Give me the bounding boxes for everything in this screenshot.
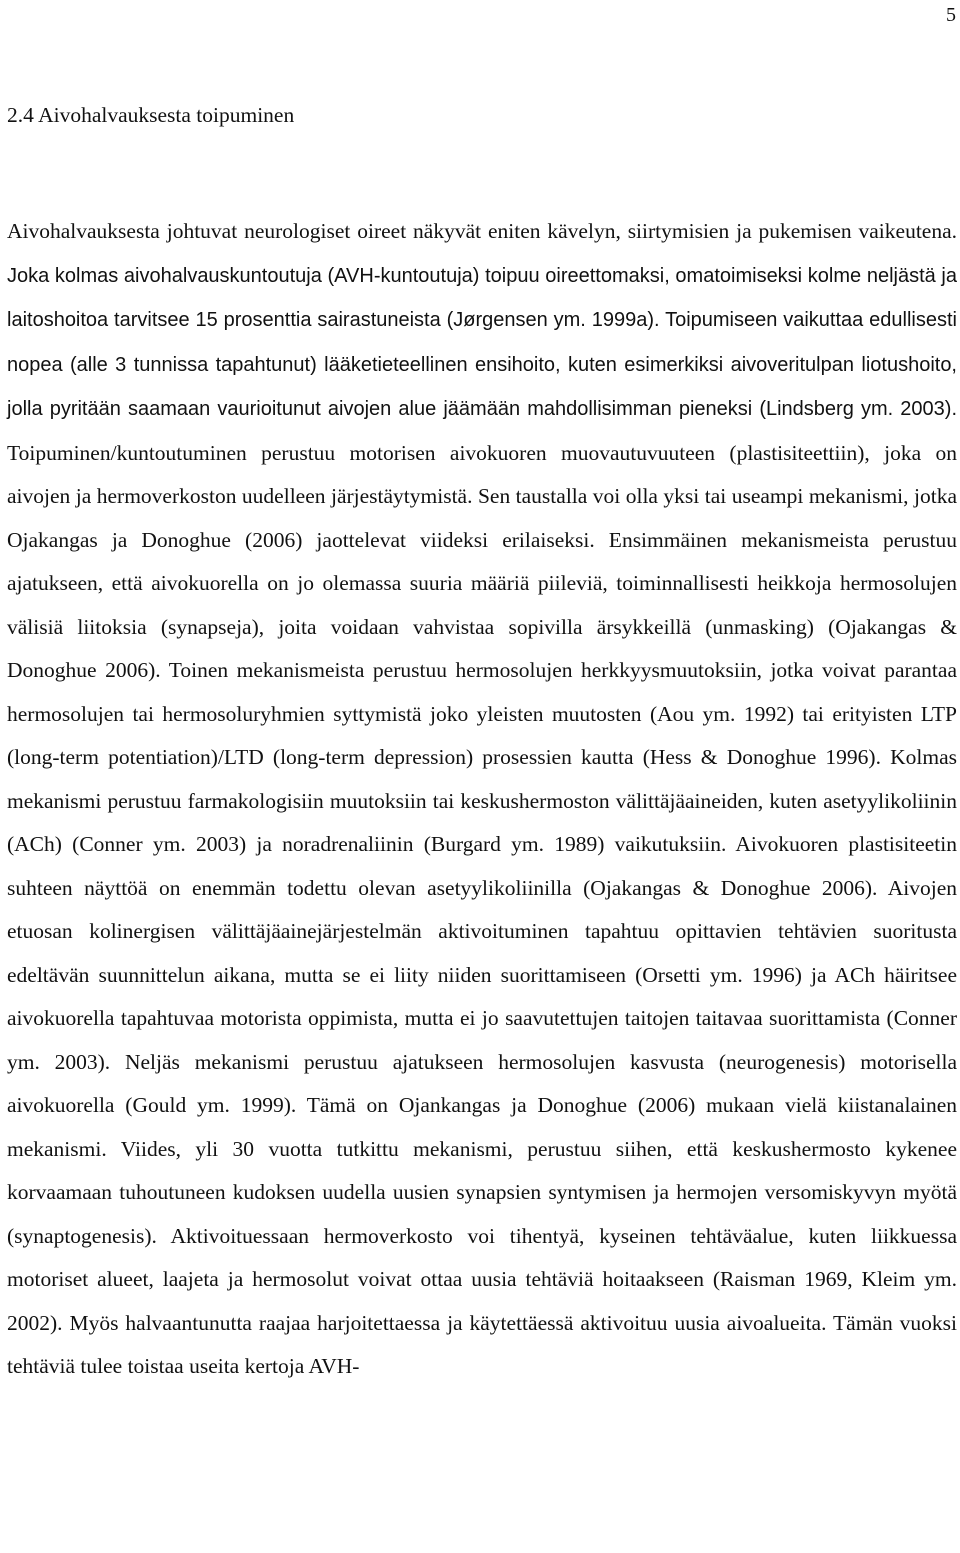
paragraph-part-3: Toipumiseen vaikuttaa edullisesti nopea (alle 3 tunnissa tapahtunut) lääketieteellinen ensihoito, kuten esimerkiksi aivoveritulpan liotushoito, jolla pyritään saamaan vaurioitunut aivojen alue jäämään mahdollisimman pieneksi (Lindsberg ym. 2003). bbox=[7, 309, 957, 420]
paragraph-part-2: Joka kolmas aivohalvauskuntoutuja (AVH-kuntoutuja) toipuu oireettomaksi, omatoimiseksi kolme neljästä ja laitoshoitoa tarvitsee 15 prosenttia sairastuneista (Jørgensen ym. 1999a). bbox=[7, 264, 957, 331]
page-number: 5 bbox=[946, 4, 956, 26]
paragraph-part-1: Aivohalvauksesta johtuvat neurologiset oireet näkyvät eniten kävelyn, siirtymisien ja pukemisen vaikeutena. bbox=[7, 219, 957, 243]
paragraph-part-4: Toipuminen/kuntoutuminen perustuu motorisen aivokuoren muovautuvuuteen (plastisiteettiin), joka on aivojen ja hermoverkoston uudelleen järjestäytymistä. Sen taustalla voi olla yksi tai useampi mekanismi, jotka Ojakangas ja Donoghue (2006) jaottelevat viideksi erilaiseksi. Ensimmäinen mekanismeista perustuu ajatukseen, että aivokuorella on jo olemassa suuria määriä piileviä, toiminnallisesti heikkoja hermosolujen välisiä liitoksia (synapseja), joita voidaan vahvistaa sopivilla ärsykkeillä (unmasking) (Ojakangas & Donoghue 2006). Toinen mekanismeista perustuu hermosolujen herkkyysmuutoksiin, jotka voivat parantaa hermosolujen tai hermosoluryhmien syttymistä joko yleisten muutosten (Aou ym. 1992) tai erityisten LTP (long-term potentiation)/LTD (long-term depression) prosessien kautta (Hess & Donoghue 1996). Kolmas mekanismi perustuu farmakologisiin muutoksiin tai keskushermoston välittäjäaineiden, kuten asetyylikoliinin (ACh) (Conner ym. 2003) ja noradrenaliinin (Burgard ym. 1989) vaikutuksiin. Aivokuoren plastisiteetin suhteen näyttöä on enemmän todettu olevan asetyylikoliinilla (Ojakangas & Donoghue 2006). Aivojen etuosan kolinergisen välittäjäainejärjestelmän aktivoituminen tapahtuu opittavien tehtävien suoritusta edeltävän suunnittelun aikana, mutta se ei liity niiden suorittamiseen (Orsetti ym. 1996) ja ACh häiritsee aivokuorella tapahtuvaa motorista oppimista, mutta ei jo saavutettujen taitojen taitavaa suorittamista (Conner ym. 2003). Neljäs mekanismi perustuu ajatukseen hermosolujen kasvusta (neurogenesis) motorisella aivokuorella (Gould ym. 1999). Tämä on Ojankangas ja Donoghue (2006) mukaan vielä kiistanalainen mekanismi. Viides, yli 30 vuotta tutkittu mekanismi, perustuu siihen, että keskushermosto kykenee korvaamaan tuhoutuneen kudoksen uudella uusien synapsien syntymisen ja hermojen versomiskyvyn myötä (synaptogenesis). Aktivoituessaan hermoverkosto voi tihentyä, kyseinen tehtäväalue, kuten liikkuessa motoriset alueet, laajeta ja hermosolut voivat ottaa uusia tehtäviä hoitaakseen (Raisman 1969, Kleim ym. 2002). Myös halvaantunutta raajaa harjoitettaessa ja käytettäessä aktivoituu uusia aivoalueita. Tämän vuoksi tehtäviä tulee toistaa useita kertoja AVH- bbox=[7, 440, 957, 1378]
section-heading: 2.4 Aivohalvauksesta toipuminen bbox=[7, 103, 295, 127]
body-paragraph bbox=[7, 210, 957, 1389]
